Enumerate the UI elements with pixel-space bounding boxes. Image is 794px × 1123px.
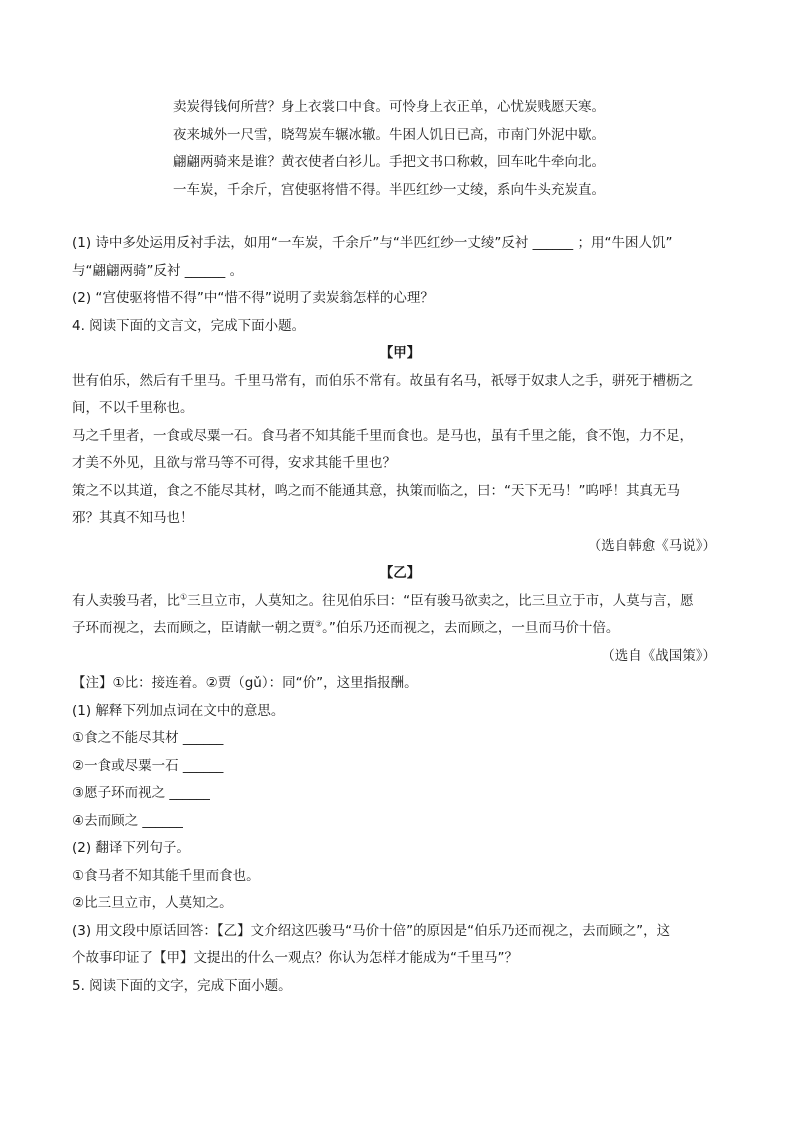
jia-text-line: 世有伯乐，然后有千里马。千里马常有，而伯乐不常有。故虽有名马，祇辱于奴隶人之手，骈死于槽枥之 (72, 372, 693, 389)
q4-sub1-item: ③愿子环而视之 ______ (72, 785, 210, 801)
q4-sub1-item: ④去而顾之 ______ (72, 812, 183, 829)
q3-sub1-line2: 与“翩翩两骑”反衬 ______ 。 (72, 262, 244, 279)
q3-sub1-line1: (1) 诗中多处运用反衬手法，如用“一车炭，千余斤”与“半匹红纱一丈绫”反衬 ______ ；用“牛困人饥” (72, 235, 673, 251)
yi-text: 。”伯乐乃还而视之，去而顾之，一旦而马价十倍。 (322, 620, 620, 636)
q5-intro: 5. 阅读下面的文字，完成下面小题。 (72, 977, 292, 994)
note: 【注】①比：接连着。②贾（gǔ）：同“价”，这里指报酬。 (72, 675, 418, 691)
jia-text-line: 马之千里者，一食或尽粟一石。食马者不知其能千里而食也。是马也，虽有千里之能，食不饱，力不足， (72, 427, 693, 444)
q4-sub1: (1) 解释下列加点词在文中的意思。 (72, 702, 285, 719)
q3-sub2: (2) “宫使驱将惜不得”中“惜不得”说明了卖炭翁怎样的心理？ (72, 290, 434, 306)
question-content (72, 230, 728, 1000)
footnote-mark: ② (315, 619, 323, 629)
poem-line: 卖炭得钱何所营？身上衣裳口中食。可怜身上衣正单，心忧炭贱愿天寒。 (173, 99, 605, 115)
q4-sub1-item: ①食之不能尽其材 ______ (72, 730, 224, 746)
q4-sub3-line2: 个故事印证了【甲】文提出的什么一观点？你认为怎样才能成为“千里马”？ (72, 950, 518, 966)
q4-intro: 4. 阅读下面的文言文，完成下面小题。 (72, 317, 306, 334)
footnote-mark: ① (180, 592, 188, 601)
yi-title: 【乙】 (379, 565, 421, 581)
jia-text-line: 才美不外见，且欲与常马等不可得，安求其能千里也？ (72, 455, 396, 471)
jia-title: 【甲】 (379, 345, 421, 361)
jia-source: （选自韩愈《马说》） (587, 537, 716, 554)
jia-text-line: 策之不以其道，食之不能尽其材，鸣之而不能通其意，执策而临之，曰：“天下无马！”呜呼！其真无马 (72, 482, 680, 499)
yi-text-line (72, 588, 728, 616)
q4-sub3-line1: (3) 用文段中原话回答：【乙】文介绍这匹骏马“马价十倍”的原因是“伯乐乃还而视之，去而顾之”，这 (72, 922, 671, 939)
yi-source: （选自《战国策》） (601, 647, 716, 664)
q4-sub2: (2) 翻译下列句子。 (72, 840, 190, 856)
yi-text: 三旦立市，人莫知之。往见伯乐曰：“臣有骏马欲卖之，比三旦立于市，人莫与言，愿 (187, 592, 694, 609)
q4-sub1-item: ②一食或尽粟一石 ______ (72, 757, 224, 774)
q4-sub2-item: ①食马者不知其能千里而食也。 (72, 867, 260, 884)
poem-block (173, 94, 605, 204)
jia-text-line: 邪？其真不知马也！ (72, 510, 194, 526)
jia-text-line: 间，不以千里称也。 (72, 400, 194, 416)
poem-line: 夜来城外一尺雪，晓驾炭车辗冰辙。牛困人饥日已高，市南门外泥中歇。 (173, 126, 605, 143)
q4-sub2-item: ②比三旦立市，人莫知之。 (72, 895, 233, 911)
yi-text: 子环而视之，去而顾之，臣请献一朝之贾 (72, 620, 315, 636)
yi-text: 有人卖骏马者，比 (72, 592, 180, 609)
poem-line: 一车炭，千余斤，宫使驱将惜不得。半匹红纱一丈绫，系向牛头充炭直。 (173, 181, 605, 198)
yi-text-line (72, 615, 728, 643)
poem-line: 翩翩两骑来是谁？黄衣使者白衫儿。手把文书口称敕，回车叱牛牵向北。 (173, 154, 605, 170)
